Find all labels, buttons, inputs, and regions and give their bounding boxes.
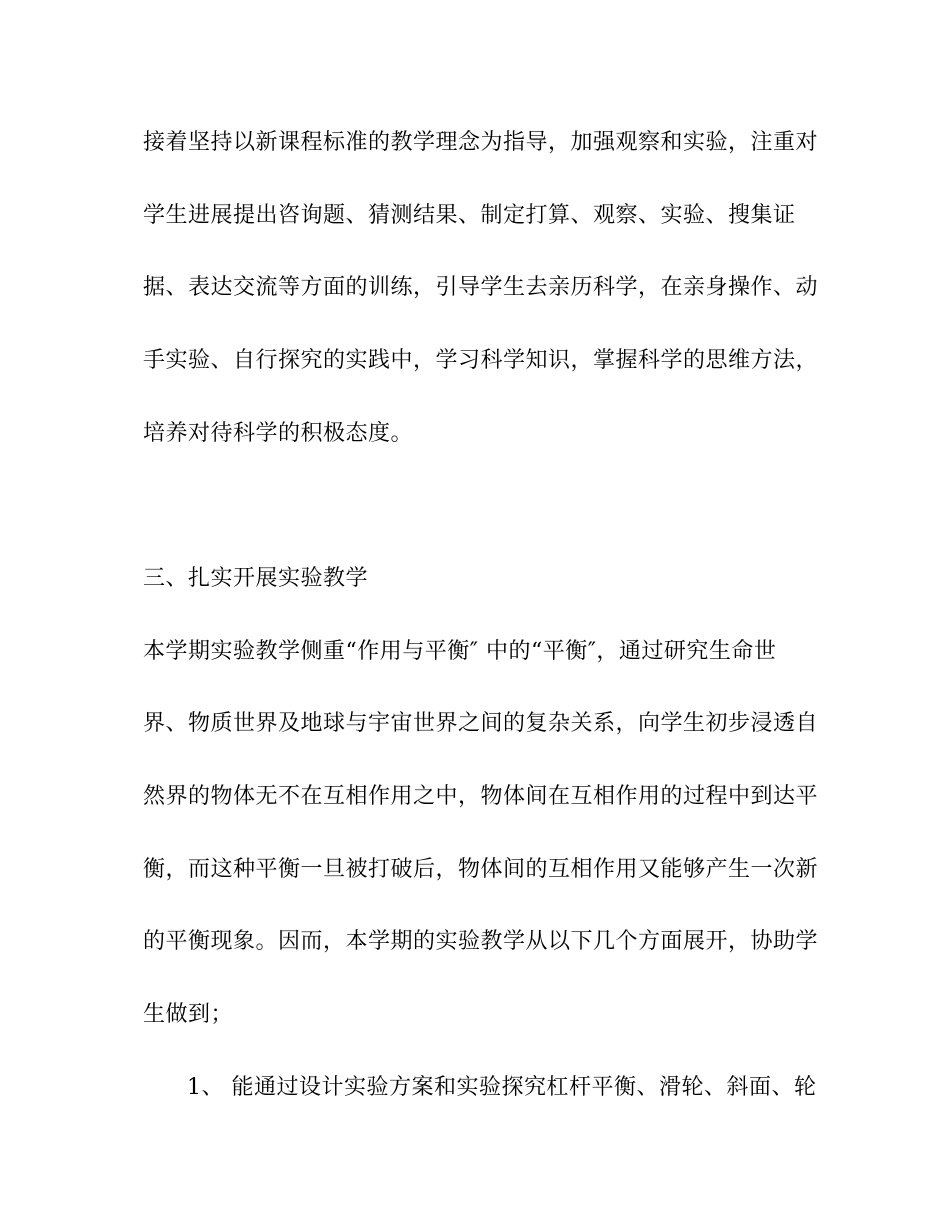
paragraph-line: 生做到；: [143, 1002, 234, 1027]
paragraph-line: 本学期实验教学侧重“作用与平衡″ 中的“平衡″，通过研究生命世: [143, 639, 777, 664]
paragraph-line: 界、物质世界及地球与宇宙世界之间的复杂关系，向学生初步浸透自: [143, 711, 819, 736]
paragraph-line: 衡，而这种平衡一旦被打破后，物体间的互相作用又能够产生一次新: [143, 857, 819, 882]
section-heading: 三、扎实开展实验教学: [143, 566, 369, 591]
paragraph-line: 培养对待科学的积极态度。: [143, 421, 414, 446]
list-item: 1、 能通过设计实验方案和实验探究杠杆平衡、滑轮、斜面、轮: [187, 1075, 817, 1100]
paragraph-line: 学生进展提出咨询题、猜测结果、制定打算、观察、实验、搜集证: [143, 203, 796, 228]
paragraph-line: 接着坚持以新课程标准的教学理念为指导，加强观察和实验，注重对: [143, 130, 819, 155]
paragraph-line: 手实验、自行探究的实践中，学习科学知识，掌握科学的思维方法，: [143, 348, 819, 373]
paragraph-line: 然界的物体无不在互相作用之中，物体间在互相作用的过程中到达平: [143, 784, 819, 809]
paragraph-line: 据、表达交流等方面的训练，引导学生去亲历科学，在亲身操作、动: [143, 275, 819, 300]
paragraph-line: 的平衡现象。因而，本学期的实验教学从以下几个方面展开，协助学: [143, 929, 819, 954]
